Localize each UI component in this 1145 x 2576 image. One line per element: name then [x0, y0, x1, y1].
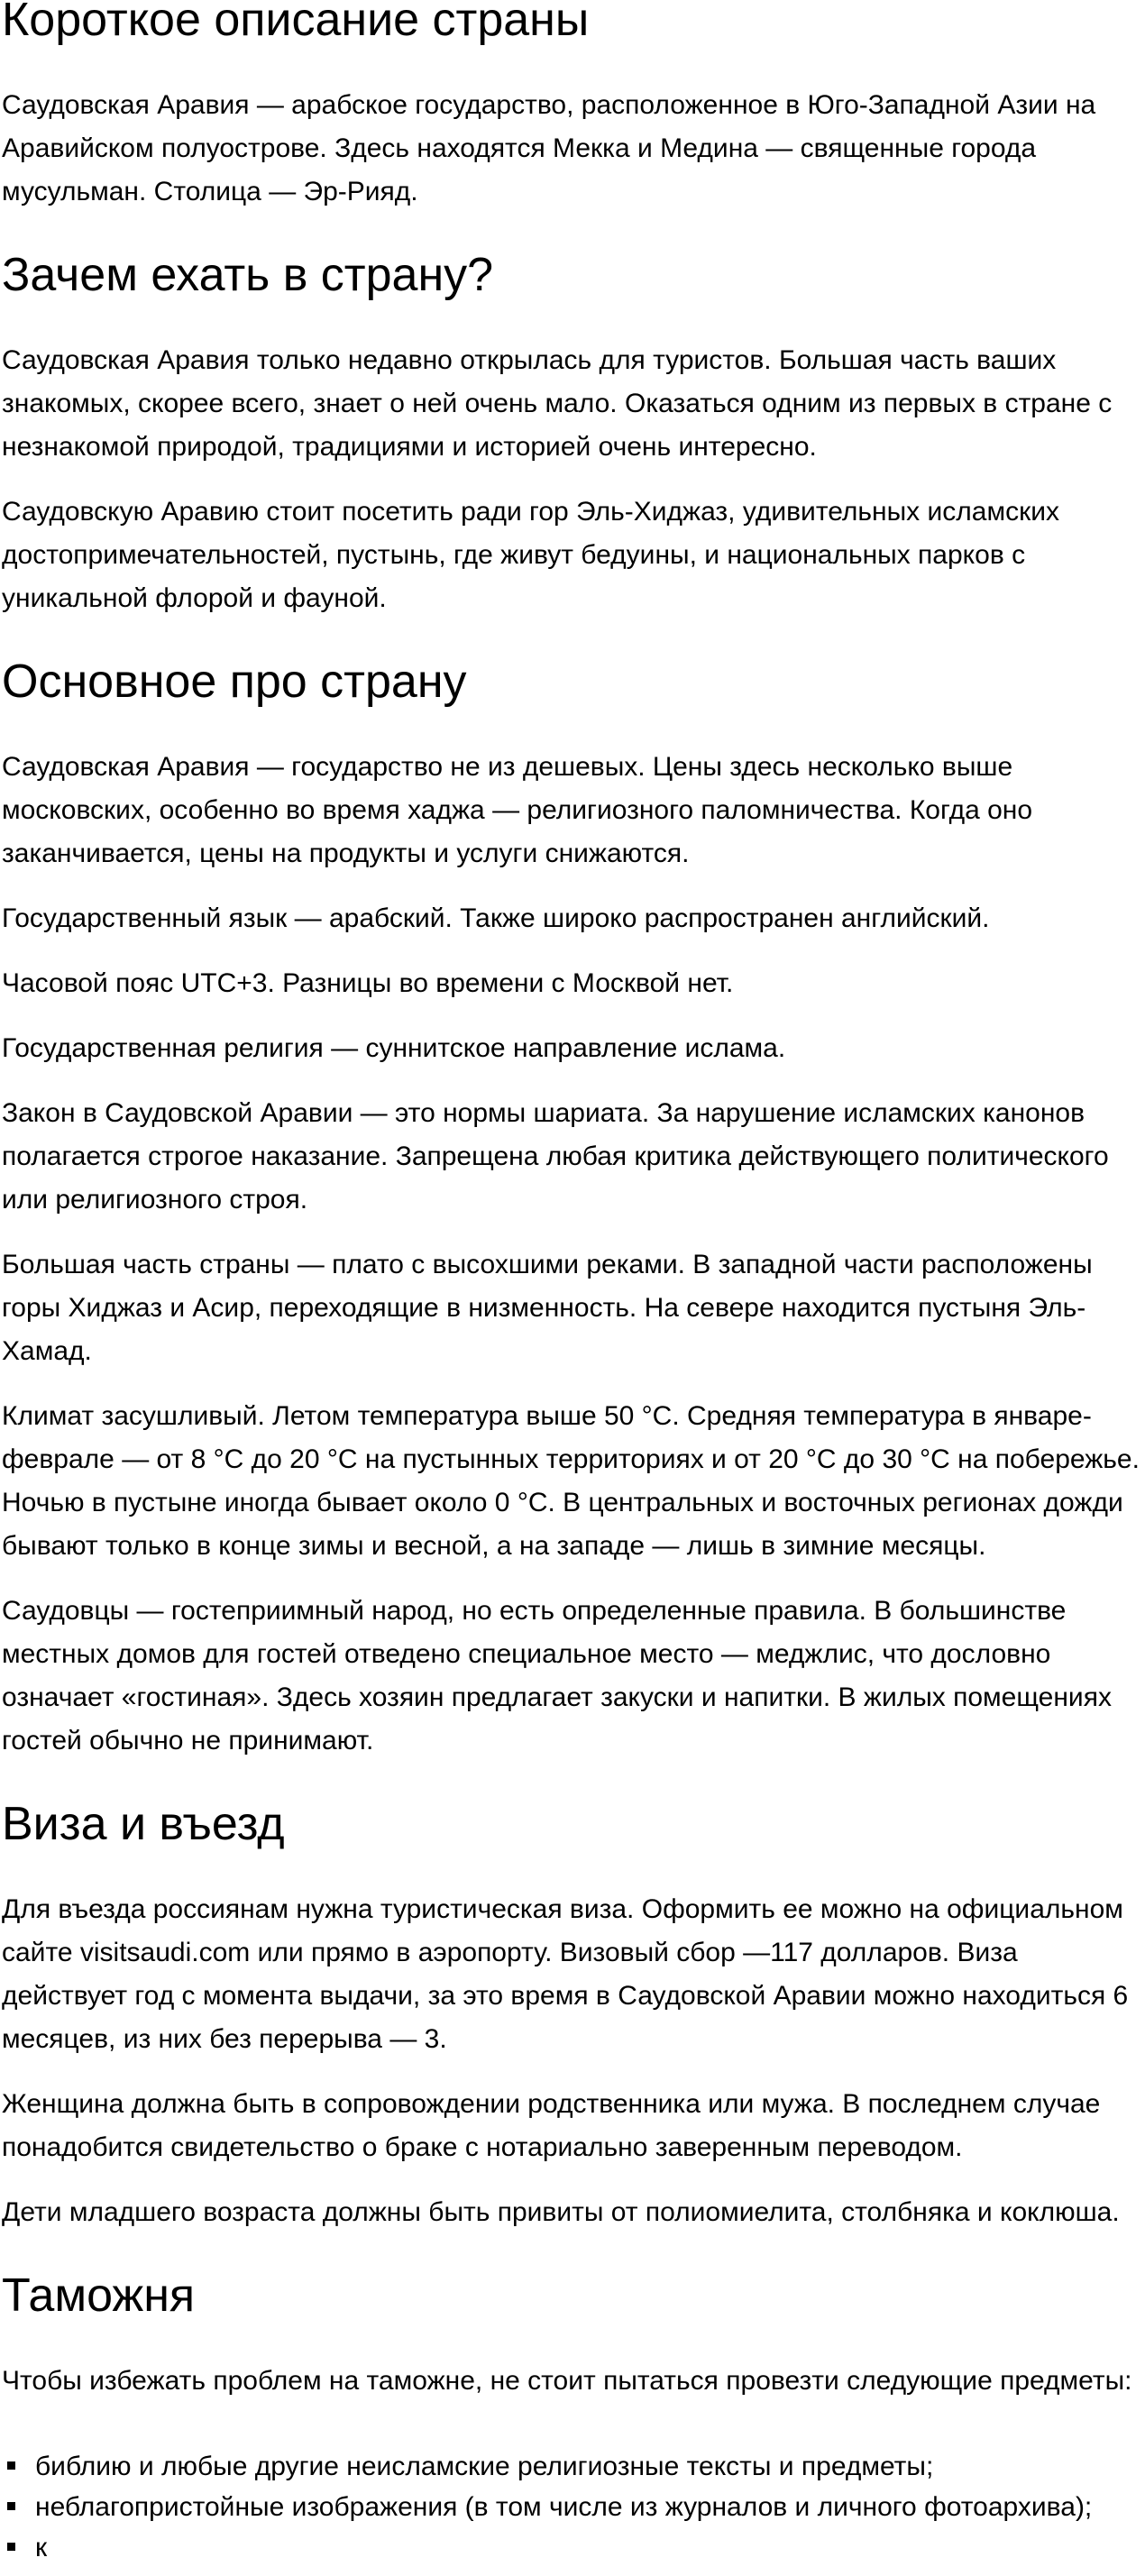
square-bullet-icon: [7, 2502, 15, 2510]
paragraph: Государственная религия — суннитское направление ислама.: [2, 1033, 786, 1063]
list-item-text: к: [35, 2533, 48, 2562]
paragraph: Чтобы избежать проблем на таможне, не стоит пытаться провезти следующие предметы:: [2, 2366, 1132, 2396]
paragraph: Саудовская Аравия — арабское государство, расположенное в Юго-Западной Азии на Аравийском полуострове. Здесь находятся Мекка и Медина — священные города мусульман. Столица — Эр-Рияд.: [2, 90, 1096, 206]
customs-forbidden-list: [2, 2446, 1140, 2568]
paragraph: Для въезда россиянам нужна туристическая виза. Оформить ее можно на официальном сайте visitsaudi.com или прямо в аэропорту. Визовый сбор —117 долларов. Виза действует год с момента выдачи, за это время в Саудовской Аравии можно находиться 6 месяцев, из них без перерыва — 3.: [2, 1894, 1129, 2054]
list-item: [2, 2527, 1140, 2568]
square-bullet-icon: [7, 2543, 15, 2551]
paragraph: Саудовская Аравия только недавно открылась для туристов. Большая часть ваших знакомых, скорее всего, знает о ней очень мало. Оказаться одним из первых в стране с незнакомой природой, традициями и историей очень интересно.: [2, 345, 1113, 462]
list-item-text: неблагопристойные изображения (в том числе из журналов и личного фотоархива);: [35, 2492, 1093, 2522]
paragraph: Саудовцы — гостеприимный народ, но есть определенные правила. В большинстве местных домов для гостей отведено специальное место — меджлис, что дословно означает «гостиная». Здесь хозяин предлагает закуски и напитки. В жилых помещениях гостей обычно не принимают.: [2, 1596, 1112, 1756]
section-heading-country-basics: Основное про страну: [2, 655, 467, 708]
paragraph: Саудовскую Аравию стоит посетить ради гор Эль-Хиджаз, удивительных исламских достопримечательностей, пустынь, где живут бедуины, и национальных парков с уникальной флорой и фауной.: [2, 497, 1059, 613]
paragraph: Государственный язык — арабский. Также широко распространен английский.: [2, 903, 990, 933]
paragraph: Большая часть страны — плато с высохшими реками. В западной части расположены горы Хиджаз и Асир, переходящие в низменность. На севере находится пустыня Эль-Хамад.: [2, 1250, 1093, 1366]
paragraph: Женщина должна быть в сопровождении родственника или мужа. В последнем случае понадобится свидетельство о браке с нотариально заверенным переводом.: [2, 2089, 1101, 2162]
section-heading-visa-entry: Виза и въезд: [2, 1798, 285, 1850]
paragraph: Климат засушливый. Летом температура выше 50 °C. Средняя температура в январе-феврале — от 8 °C до 20 °C на пустынных территориях и от 20 °C до 30 °C на побережье. Ночью в пустыне иногда бывает около 0 °C. В центральных и восточных регионах дожди бывают только в конце зимы и весной, а на западе — лишь в зимние месяцы.: [2, 1401, 1140, 1561]
section-heading-country-description: Короткое описание страны: [2, 0, 590, 46]
list-item-text: библию и любые другие неисламские религиозные тексты и предметы;: [35, 2452, 934, 2481]
square-bullet-icon: [7, 2461, 15, 2470]
paragraph: Саудовская Аравия — государство не из дешевых. Цены здесь несколько выше московских, особенно во время хаджа — религиозного паломничества. Когда оно заканчивается, цены на продукты и услуги снижаются.: [2, 752, 1033, 868]
paragraph: Часовой пояс UTC+3. Разницы во времени с Москвой нет.: [2, 968, 734, 998]
paragraph: Дети младшего возраста должны быть привиты от полиомиелита, столбняка и коклюша.: [2, 2197, 1120, 2227]
section-heading-why-go: Зачем ехать в страну?: [2, 249, 494, 301]
paragraph: Закон в Саудовской Аравии — это нормы шариата. За нарушение исламских канонов полагается строгое наказание. Запрещена любая критика действующего политического или религиозного строя.: [2, 1098, 1109, 1215]
list-item: [2, 2446, 1140, 2487]
section-heading-customs: Таможня: [2, 2269, 196, 2322]
list-item: [2, 2487, 1140, 2527]
